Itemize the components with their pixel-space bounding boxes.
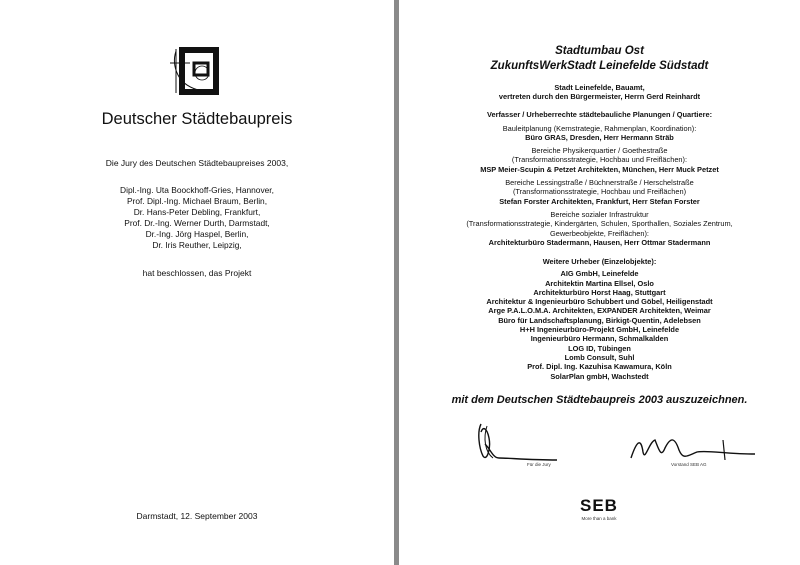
left-page	[0, 0, 394, 565]
section-desc: (Transformationsstrategie, Hochbau und Freiflächen):	[511, 155, 688, 165]
place-date: Darmstadt, 12. September 2003	[136, 511, 258, 521]
section-desc: Bereiche sozialer Infrastruktur	[550, 210, 649, 219]
further-item: LOG ID, Tübingen	[568, 343, 631, 353]
further-authors	[399, 257, 800, 381]
section-desc: Bauleitplanung (Kernstrategie, Rahmenplan, Koordination):	[502, 124, 697, 133]
section-desc: Bereiche Lessingstraße / Büchnerstraße / Herschelstraße	[505, 178, 694, 187]
jury-member: Dr. Iris Reuther, Leipzig,	[152, 240, 242, 250]
project-heading-line1: Stadtumbau Ost	[555, 45, 644, 57]
further-item: AIG GmbH, Leinefelde	[560, 269, 639, 279]
client-line: Stadt Leinefelde, Bauamt,	[554, 83, 645, 92]
section-author: Stefan Forster Architekten, Frankfurt, Herr Stefan Forster	[499, 196, 700, 206]
section-block	[399, 178, 800, 206]
staedtebaupreis-logo	[168, 47, 220, 95]
seb-logo-text: SEB	[580, 496, 618, 515]
section-block	[399, 210, 800, 247]
section-desc: Bereiche Physikerquartier / Goethestraße	[531, 146, 668, 155]
section-desc: (Transformationsstrategie, Kindergärten, Schulen, Sporthallen, Soziales Zentrum,	[466, 219, 733, 229]
further-item: Architektin Martina Ellsel, Oslo	[545, 278, 654, 288]
jury-member: Dr.-Ing. Jörg Haspel, Berlin,	[145, 229, 249, 239]
board-signature-label: Vorstand SEB AG	[671, 462, 707, 467]
further-item: Lomb Consult, Suhl	[564, 352, 635, 362]
section-block	[399, 146, 800, 174]
jury-member: Dipl.-Ing. Uta Boockhoff-Gries, Hannover,	[120, 185, 274, 195]
section-desc: (Transformationsstrategie, Hochbau und Freiflächen)	[512, 187, 687, 197]
project-heading-line2: ZukunftsWerkStadt Leinefelde Südstadt	[490, 60, 709, 72]
right-page	[399, 0, 800, 565]
jury-member: Prof. Dr.-Ing. Werner Durth, Darmstadt,	[124, 218, 270, 228]
jury-signature-label: Für die Jury	[527, 462, 551, 467]
jury-signature	[469, 418, 559, 468]
decision-text: hat beschlossen, das Projekt	[142, 268, 252, 278]
award-title: Deutscher Städtebaupreis	[101, 110, 293, 128]
further-item: SolarPlan gmbH, Wachstedt	[550, 371, 649, 381]
further-heading: Weitere Urheber (Einzelobjekte):	[542, 257, 657, 266]
jury-members	[0, 185, 394, 251]
jury-member: Prof. Dipl.-Ing. Michael Braum, Berlin,	[126, 196, 268, 206]
section-author: MSP Meier-Scupin & Petzet Architekten, München, Herr Muck Petzet	[480, 164, 719, 174]
authors-heading	[399, 110, 800, 119]
section-author: Architekturbüro Stadermann, Hausen, Herr Ottmar Stadermann	[488, 237, 711, 247]
further-item: Büro für Landschaftsplanung, Birkigt-Quentin, Adelebsen	[498, 315, 701, 325]
seb-logo	[580, 496, 618, 521]
further-item: Ingenieurbüro Hermann, Schmalkalden	[530, 334, 669, 344]
section-block	[399, 124, 800, 143]
section-author: Büro GRAS, Dresden, Herr Hermann Sträb	[525, 133, 674, 143]
client-line: vertreten durch den Bürgermeister, Herrn Gerd Reinhardt	[498, 92, 701, 102]
further-item: Architekturbüro Horst Haag, Stuttgart	[533, 287, 666, 297]
jury-member: Dr. Hans-Peter Debling, Frankfurt,	[133, 207, 261, 217]
section-desc: Gewerbeobjekte, Freiflächen):	[549, 228, 649, 238]
further-item: Architektur & Ingenieurbüro Schubbert und Göbel, Heiligenstadt	[486, 297, 713, 307]
further-item: H+H Ingenieurbüro-Projekt GmbH, Leinefelde	[519, 325, 680, 335]
client-block	[399, 83, 800, 102]
jury-intro: Die Jury des Deutschen Städtebaupreises 2003,	[105, 158, 289, 168]
project-heading	[399, 44, 800, 74]
authors-heading-text: Verfasser / Urheberrechte städtebauliche Planungen / Quartiere:	[486, 110, 713, 119]
board-signature	[627, 430, 757, 466]
further-item: Prof. Dipl. Ing. Kazuhisa Kawamura, Köln	[527, 362, 672, 372]
seb-tagline: More than a bank	[581, 516, 617, 521]
award-line: mit dem Deutschen Städtebaupreis 2003 auszuzeichnen.	[451, 394, 748, 406]
further-item: Arge P.A.L.O.M.A. Architekten, EXPANDER Architekten, Weimar	[488, 306, 711, 316]
